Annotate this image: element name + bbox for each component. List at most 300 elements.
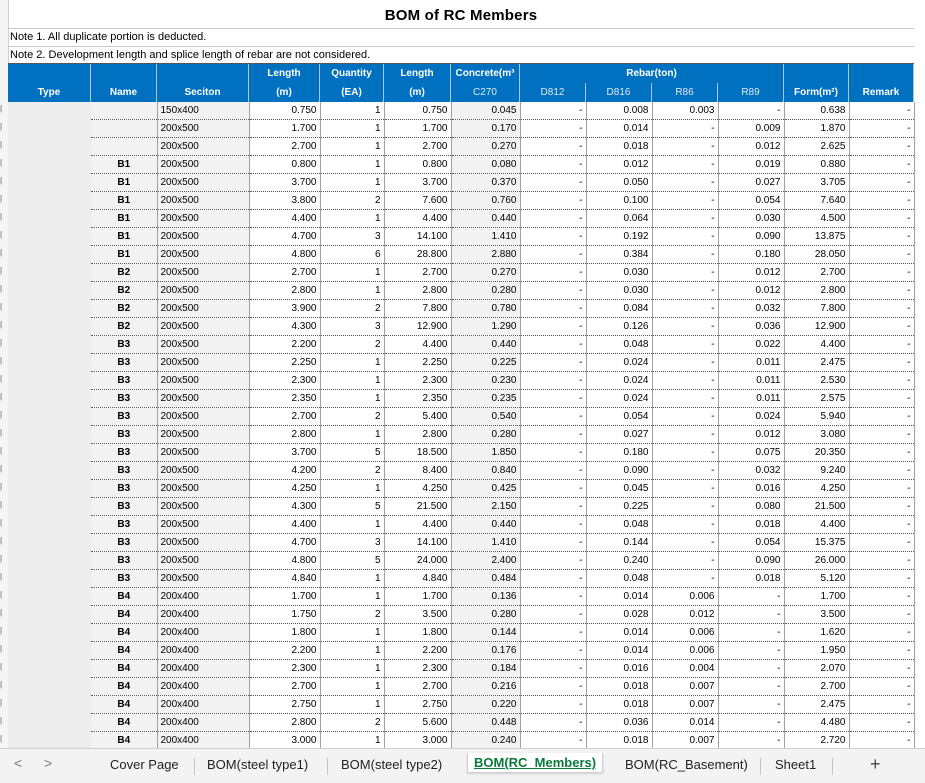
cell-form[interactable]: 2.475 (784, 354, 849, 372)
cell-rebar-d816[interactable]: 0.144 (586, 534, 652, 552)
cell-section[interactable]: 150x400 (157, 102, 249, 120)
cell-rebar-r86[interactable]: 0.007 (652, 696, 718, 714)
cell-name[interactable]: B3 (91, 552, 157, 570)
cell-length[interactable]: 1.800 (249, 624, 320, 642)
tab-bom-rc-basement[interactable]: BOM(RC_Basement) (625, 757, 748, 772)
cell-rebar-d816[interactable]: 0.018 (586, 732, 652, 749)
header-type[interactable]: Type (8, 64, 91, 102)
cell-quantity[interactable]: 1 (320, 480, 384, 498)
cell-concrete-c270[interactable]: 1.410 (451, 534, 520, 552)
cell-concrete-c270[interactable]: 0.216 (451, 678, 520, 696)
spreadsheet-grid[interactable] (8, 0, 925, 748)
cell-length[interactable]: 1.700 (249, 120, 320, 138)
cell-rebar-d812[interactable]: - (520, 372, 586, 390)
cell-total-length[interactable]: 21.500 (384, 498, 451, 516)
cell-rebar-d816[interactable]: 0.014 (586, 624, 652, 642)
cell-rebar-r89[interactable]: - (718, 732, 784, 749)
table-row[interactable] (91, 318, 914, 336)
cell-total-length[interactable]: 2.300 (384, 660, 451, 678)
cell-total-length[interactable]: 14.100 (384, 228, 451, 246)
cell-length[interactable]: 2.700 (249, 678, 320, 696)
cell-form[interactable]: 4.500 (784, 210, 849, 228)
cell-remark[interactable]: - (849, 588, 914, 606)
cell-rebar-r86[interactable]: - (652, 462, 718, 480)
cell-rebar-r89[interactable]: - (718, 606, 784, 624)
cell-rebar-r89[interactable]: - (718, 696, 784, 714)
tab-bom-rc-members[interactable]: BOM(RC_Members) (467, 753, 603, 773)
cell-form[interactable]: 28.050 (784, 246, 849, 264)
cell-form[interactable]: 2.530 (784, 372, 849, 390)
cell-total-length[interactable]: 2.250 (384, 354, 451, 372)
cell-rebar-r86[interactable]: - (652, 192, 718, 210)
cell-rebar-d816[interactable]: 0.100 (586, 192, 652, 210)
cell-rebar-d816[interactable]: 0.048 (586, 336, 652, 354)
cell-quantity[interactable]: 5 (320, 552, 384, 570)
cell-section[interactable]: 200x400 (157, 660, 249, 678)
cell-total-length[interactable]: 3.500 (384, 606, 451, 624)
cell-form[interactable]: 1.870 (784, 120, 849, 138)
cell-remark[interactable]: - (849, 408, 914, 426)
cell-rebar-d812[interactable]: - (520, 606, 586, 624)
cell-section[interactable]: 200x500 (157, 390, 249, 408)
cell-rebar-r89[interactable]: 0.018 (718, 516, 784, 534)
cell-rebar-r89[interactable]: 0.032 (718, 300, 784, 318)
cell-quantity[interactable]: 1 (320, 282, 384, 300)
cell-rebar-r86[interactable]: - (652, 120, 718, 138)
cell-quantity[interactable]: 1 (320, 210, 384, 228)
cell-total-length[interactable]: 5.400 (384, 408, 451, 426)
cell-rebar-r89[interactable]: - (718, 714, 784, 732)
cell-rebar-d812[interactable]: - (520, 516, 586, 534)
cell-length[interactable]: 4.250 (249, 480, 320, 498)
cell-total-length[interactable]: 2.800 (384, 426, 451, 444)
cell-rebar-d816[interactable]: 0.008 (586, 102, 652, 120)
table-row[interactable] (91, 390, 914, 408)
cell-rebar-r89[interactable]: 0.075 (718, 444, 784, 462)
cell-rebar-d816[interactable]: 0.027 (586, 426, 652, 444)
cell-section[interactable]: 200x500 (157, 138, 249, 156)
table-row[interactable] (91, 156, 914, 174)
table-row[interactable] (91, 732, 914, 749)
table-row[interactable] (91, 624, 914, 642)
cell-section[interactable]: 200x400 (157, 606, 249, 624)
cell-name[interactable]: B3 (91, 516, 157, 534)
cell-total-length[interactable]: 2.200 (384, 642, 451, 660)
cell-rebar-r86[interactable]: - (652, 138, 718, 156)
cell-rebar-d812[interactable]: - (520, 210, 586, 228)
cell-name[interactable]: B2 (91, 264, 157, 282)
cell-section[interactable]: 200x500 (157, 462, 249, 480)
cell-length[interactable]: 1.700 (249, 588, 320, 606)
cell-remark[interactable]: - (849, 390, 914, 408)
cell-form[interactable]: 7.640 (784, 192, 849, 210)
cell-rebar-r89[interactable]: 0.018 (718, 570, 784, 588)
cell-total-length[interactable]: 3.700 (384, 174, 451, 192)
cell-total-length[interactable]: 24.000 (384, 552, 451, 570)
table-row[interactable] (91, 372, 914, 390)
cell-concrete-c270[interactable]: 0.760 (451, 192, 520, 210)
cell-total-length[interactable]: 4.250 (384, 480, 451, 498)
cell-quantity[interactable]: 2 (320, 462, 384, 480)
cell-rebar-d812[interactable]: - (520, 480, 586, 498)
cell-rebar-d816[interactable]: 0.014 (586, 120, 652, 138)
table-row[interactable] (91, 570, 914, 588)
cell-remark[interactable]: - (849, 354, 914, 372)
cell-rebar-d816[interactable]: 0.240 (586, 552, 652, 570)
cell-rebar-r86[interactable]: - (652, 228, 718, 246)
table-row[interactable] (91, 264, 914, 282)
cell-total-length[interactable]: 1.800 (384, 624, 451, 642)
cell-concrete-c270[interactable]: 0.484 (451, 570, 520, 588)
cell-length[interactable]: 4.300 (249, 318, 320, 336)
cell-quantity[interactable]: 1 (320, 372, 384, 390)
cell-section[interactable]: 200x500 (157, 300, 249, 318)
table-row[interactable] (91, 462, 914, 480)
cell-rebar-r89[interactable]: 0.019 (718, 156, 784, 174)
table-row[interactable] (91, 300, 914, 318)
cell-quantity[interactable]: 3 (320, 228, 384, 246)
cell-rebar-d816[interactable]: 0.016 (586, 660, 652, 678)
cell-remark[interactable]: - (849, 120, 914, 138)
cell-rebar-r86[interactable]: - (652, 174, 718, 192)
cell-form[interactable]: 2.800 (784, 282, 849, 300)
next-sheet-arrow-icon[interactable]: > (44, 755, 53, 771)
cell-concrete-c270[interactable]: 0.080 (451, 156, 520, 174)
cell-name[interactable]: B4 (91, 660, 157, 678)
cell-name[interactable]: B4 (91, 642, 157, 660)
cell-rebar-d816[interactable]: 0.030 (586, 282, 652, 300)
cell-form[interactable]: 2.700 (784, 264, 849, 282)
cell-length[interactable]: 1.750 (249, 606, 320, 624)
cell-name[interactable]: B4 (91, 714, 157, 732)
cell-name[interactable]: B3 (91, 372, 157, 390)
cell-remark[interactable]: - (849, 732, 914, 749)
cell-remark[interactable]: - (849, 336, 914, 354)
cell-quantity[interactable]: 1 (320, 426, 384, 444)
prev-sheet-arrow-icon[interactable]: < (14, 755, 23, 771)
cell-remark[interactable]: - (849, 606, 914, 624)
cell-total-length[interactable]: 2.350 (384, 390, 451, 408)
table-row[interactable] (91, 426, 914, 444)
cell-name[interactable]: B3 (91, 444, 157, 462)
cell-section[interactable]: 200x500 (157, 354, 249, 372)
cell-rebar-d812[interactable]: - (520, 660, 586, 678)
cell-rebar-r89[interactable]: 0.054 (718, 192, 784, 210)
cell-total-length[interactable]: 7.800 (384, 300, 451, 318)
cell-length[interactable]: 3.700 (249, 444, 320, 462)
cell-rebar-r86[interactable]: 0.014 (652, 714, 718, 732)
cell-concrete-c270[interactable]: 0.170 (451, 120, 520, 138)
cell-quantity[interactable]: 1 (320, 390, 384, 408)
cell-quantity[interactable]: 2 (320, 606, 384, 624)
cell-section[interactable]: 200x500 (157, 282, 249, 300)
cell-rebar-r89[interactable]: 0.090 (718, 228, 784, 246)
cell-name[interactable] (91, 102, 157, 120)
cell-rebar-d812[interactable]: - (520, 462, 586, 480)
cell-rebar-d812[interactable]: - (520, 426, 586, 444)
cell-concrete-c270[interactable]: 2.150 (451, 498, 520, 516)
cell-quantity[interactable]: 1 (320, 624, 384, 642)
table-row[interactable] (91, 480, 914, 498)
table-row[interactable] (91, 516, 914, 534)
cell-rebar-d816[interactable]: 0.048 (586, 516, 652, 534)
cell-rebar-r86[interactable]: 0.007 (652, 678, 718, 696)
cell-rebar-r89[interactable]: 0.036 (718, 318, 784, 336)
cell-concrete-c270[interactable]: 0.184 (451, 660, 520, 678)
cell-quantity[interactable]: 1 (320, 678, 384, 696)
cell-remark[interactable]: - (849, 480, 914, 498)
cell-length[interactable]: 2.800 (249, 282, 320, 300)
cell-rebar-r86[interactable]: - (652, 570, 718, 588)
cell-concrete-c270[interactable]: 0.280 (451, 606, 520, 624)
cell-form[interactable]: 26.000 (784, 552, 849, 570)
cell-rebar-r89[interactable]: - (718, 678, 784, 696)
cell-rebar-d816[interactable]: 0.018 (586, 696, 652, 714)
type-column-blank[interactable] (8, 102, 92, 748)
cell-rebar-d812[interactable]: - (520, 642, 586, 660)
cell-concrete-c270[interactable]: 0.440 (451, 516, 520, 534)
cell-name[interactable] (91, 120, 157, 138)
cell-concrete-c270[interactable]: 0.220 (451, 696, 520, 714)
table-row[interactable] (91, 660, 914, 678)
cell-rebar-d816[interactable]: 0.180 (586, 444, 652, 462)
cell-rebar-d812[interactable]: - (520, 102, 586, 120)
cell-quantity[interactable]: 5 (320, 444, 384, 462)
cell-remark[interactable]: - (849, 534, 914, 552)
cell-rebar-d816[interactable]: 0.384 (586, 246, 652, 264)
cell-concrete-c270[interactable]: 0.240 (451, 732, 520, 749)
cell-rebar-d812[interactable]: - (520, 192, 586, 210)
cell-name[interactable]: B3 (91, 390, 157, 408)
cell-rebar-r89[interactable]: 0.012 (718, 138, 784, 156)
cell-section[interactable]: 200x500 (157, 210, 249, 228)
cell-name[interactable]: B2 (91, 282, 157, 300)
cell-rebar-r86[interactable]: 0.006 (652, 642, 718, 660)
cell-length[interactable]: 2.700 (249, 408, 320, 426)
cell-quantity[interactable]: 2 (320, 408, 384, 426)
cell-quantity[interactable]: 3 (320, 534, 384, 552)
cell-quantity[interactable]: 1 (320, 102, 384, 120)
cell-concrete-c270[interactable]: 0.425 (451, 480, 520, 498)
cell-rebar-d812[interactable]: - (520, 120, 586, 138)
cell-name[interactable]: B2 (91, 300, 157, 318)
cell-rebar-r89[interactable]: 0.054 (718, 534, 784, 552)
cell-rebar-r86[interactable]: - (652, 264, 718, 282)
cell-form[interactable]: 12.900 (784, 318, 849, 336)
cell-form[interactable]: 2.720 (784, 732, 849, 749)
cell-section[interactable]: 200x500 (157, 336, 249, 354)
cell-form[interactable]: 13.875 (784, 228, 849, 246)
cell-rebar-d816[interactable]: 0.045 (586, 480, 652, 498)
cell-form[interactable]: 3.705 (784, 174, 849, 192)
cell-rebar-r86[interactable]: - (652, 534, 718, 552)
cell-rebar-d816[interactable]: 0.028 (586, 606, 652, 624)
cell-form[interactable]: 9.240 (784, 462, 849, 480)
table-row[interactable] (91, 246, 914, 264)
cell-section[interactable]: 200x500 (157, 480, 249, 498)
cell-rebar-r89[interactable]: 0.011 (718, 354, 784, 372)
cell-section[interactable]: 200x500 (157, 246, 249, 264)
header-rebar-d816[interactable]: D816 (586, 83, 652, 102)
cell-rebar-d816[interactable]: 0.014 (586, 588, 652, 606)
cell-section[interactable]: 200x500 (157, 534, 249, 552)
cell-rebar-r89[interactable]: 0.180 (718, 246, 784, 264)
cell-length[interactable]: 2.200 (249, 336, 320, 354)
cell-name[interactable]: B3 (91, 570, 157, 588)
cell-total-length[interactable]: 2.700 (384, 138, 451, 156)
cell-remark[interactable]: - (849, 282, 914, 300)
cell-rebar-r86[interactable]: 0.007 (652, 732, 718, 749)
cell-rebar-r86[interactable]: - (652, 390, 718, 408)
cell-length[interactable]: 3.900 (249, 300, 320, 318)
cell-length[interactable]: 2.300 (249, 660, 320, 678)
cell-concrete-c270[interactable]: 2.880 (451, 246, 520, 264)
cell-form[interactable]: 2.475 (784, 696, 849, 714)
table-row[interactable] (91, 714, 914, 732)
header-rebar-r89[interactable]: R89 (718, 83, 784, 102)
cell-section[interactable]: 200x500 (157, 192, 249, 210)
cell-name[interactable]: B4 (91, 732, 157, 749)
cell-length[interactable]: 2.200 (249, 642, 320, 660)
cell-rebar-d816[interactable]: 0.036 (586, 714, 652, 732)
tab-bom-steel-type2[interactable]: BOM(steel type2) (341, 757, 443, 772)
cell-rebar-d816[interactable]: 0.024 (586, 390, 652, 408)
cell-quantity[interactable]: 3 (320, 318, 384, 336)
cell-section[interactable]: 200x500 (157, 570, 249, 588)
cell-quantity[interactable]: 1 (320, 354, 384, 372)
table-row[interactable] (91, 282, 914, 300)
cell-rebar-r89[interactable]: - (718, 624, 784, 642)
table-row[interactable] (91, 642, 914, 660)
cell-rebar-d816[interactable]: 0.126 (586, 318, 652, 336)
cell-quantity[interactable]: 2 (320, 336, 384, 354)
cell-remark[interactable]: - (849, 426, 914, 444)
cell-name[interactable]: B4 (91, 588, 157, 606)
cell-total-length[interactable]: 2.300 (384, 372, 451, 390)
cell-length[interactable]: 2.700 (249, 264, 320, 282)
cell-length[interactable]: 4.700 (249, 534, 320, 552)
cell-quantity[interactable]: 6 (320, 246, 384, 264)
cell-remark[interactable]: - (849, 714, 914, 732)
table-row[interactable] (91, 354, 914, 372)
cell-length[interactable]: 0.800 (249, 156, 320, 174)
cell-rebar-d812[interactable]: - (520, 264, 586, 282)
cell-total-length[interactable]: 4.400 (384, 210, 451, 228)
cell-quantity[interactable]: 2 (320, 300, 384, 318)
cell-rebar-r89[interactable]: 0.027 (718, 174, 784, 192)
cell-form[interactable]: 15.375 (784, 534, 849, 552)
cell-section[interactable]: 200x500 (157, 408, 249, 426)
cell-rebar-r89[interactable]: 0.024 (718, 408, 784, 426)
cell-rebar-d816[interactable]: 0.048 (586, 570, 652, 588)
cell-concrete-c270[interactable]: 0.270 (451, 138, 520, 156)
cell-section[interactable]: 200x500 (157, 264, 249, 282)
cell-rebar-d812[interactable]: - (520, 246, 586, 264)
header-rebar[interactable]: Rebar(ton) (520, 64, 784, 83)
cell-rebar-d812[interactable]: - (520, 570, 586, 588)
cell-length[interactable]: 4.700 (249, 228, 320, 246)
cell-name[interactable]: B4 (91, 696, 157, 714)
cell-concrete-c270[interactable]: 0.280 (451, 426, 520, 444)
cell-remark[interactable]: - (849, 624, 914, 642)
cell-rebar-d816[interactable]: 0.054 (586, 408, 652, 426)
cell-section[interactable]: 200x500 (157, 426, 249, 444)
cell-concrete-c270[interactable]: 0.780 (451, 300, 520, 318)
cell-rebar-d812[interactable]: - (520, 534, 586, 552)
cell-rebar-r89[interactable]: 0.016 (718, 480, 784, 498)
cell-length[interactable]: 2.700 (249, 138, 320, 156)
cell-concrete-c270[interactable]: 0.235 (451, 390, 520, 408)
cell-remark[interactable]: - (849, 678, 914, 696)
cell-rebar-d816[interactable]: 0.192 (586, 228, 652, 246)
cell-rebar-d812[interactable]: - (520, 138, 586, 156)
cell-quantity[interactable]: 1 (320, 732, 384, 749)
table-row[interactable] (91, 552, 914, 570)
cell-rebar-r89[interactable]: - (718, 660, 784, 678)
cell-rebar-r89[interactable]: 0.012 (718, 282, 784, 300)
cell-quantity[interactable]: 2 (320, 192, 384, 210)
cell-form[interactable]: 2.575 (784, 390, 849, 408)
header-form[interactable]: Form(m²) (784, 64, 849, 102)
cell-remark[interactable]: - (849, 444, 914, 462)
cell-remark[interactable]: - (849, 462, 914, 480)
cell-section[interactable]: 200x500 (157, 552, 249, 570)
cell-form[interactable]: 3.500 (784, 606, 849, 624)
row-number-gutter[interactable]: | | | | | | | | | | | | | | | | | | | | | | | | | | | | | | | | | | | | (0, 0, 9, 748)
cell-total-length[interactable]: 12.900 (384, 318, 451, 336)
cell-rebar-d812[interactable]: - (520, 318, 586, 336)
header-total-length[interactable]: Length (m) (384, 64, 451, 102)
cell-length[interactable]: 3.000 (249, 732, 320, 749)
cell-remark[interactable]: - (849, 210, 914, 228)
cell-rebar-r86[interactable]: - (652, 318, 718, 336)
cell-name[interactable]: B4 (91, 678, 157, 696)
cell-rebar-d812[interactable]: - (520, 300, 586, 318)
cell-remark[interactable]: - (849, 552, 914, 570)
cell-rebar-d812[interactable]: - (520, 714, 586, 732)
add-sheet-icon[interactable]: + (870, 754, 881, 774)
header-name[interactable]: Name (91, 64, 157, 102)
cell-quantity[interactable]: 1 (320, 642, 384, 660)
cell-concrete-c270[interactable]: 0.840 (451, 462, 520, 480)
cell-total-length[interactable]: 1.700 (384, 120, 451, 138)
table-row[interactable] (91, 336, 914, 354)
cell-rebar-d816[interactable]: 0.024 (586, 354, 652, 372)
cell-length[interactable]: 2.800 (249, 714, 320, 732)
cell-rebar-d816[interactable]: 0.064 (586, 210, 652, 228)
cell-section[interactable]: 200x500 (157, 156, 249, 174)
cell-rebar-d812[interactable]: - (520, 678, 586, 696)
cell-quantity[interactable]: 1 (320, 588, 384, 606)
cell-length[interactable]: 4.800 (249, 246, 320, 264)
cell-name[interactable]: B3 (91, 498, 157, 516)
header-length[interactable]: Length (m) (249, 64, 320, 102)
cell-concrete-c270[interactable]: 0.045 (451, 102, 520, 120)
cell-total-length[interactable]: 14.100 (384, 534, 451, 552)
cell-total-length[interactable]: 1.700 (384, 588, 451, 606)
cell-concrete-c270[interactable]: 1.290 (451, 318, 520, 336)
cell-rebar-d812[interactable]: - (520, 588, 586, 606)
cell-form[interactable]: 1.700 (784, 588, 849, 606)
cell-rebar-r86[interactable]: 0.006 (652, 588, 718, 606)
cell-name[interactable] (91, 138, 157, 156)
table-row[interactable] (91, 120, 914, 138)
cell-rebar-r86[interactable]: - (652, 372, 718, 390)
cell-length[interactable]: 3.800 (249, 192, 320, 210)
cell-remark[interactable]: - (849, 192, 914, 210)
cell-form[interactable]: 4.400 (784, 336, 849, 354)
cell-length[interactable]: 4.400 (249, 210, 320, 228)
